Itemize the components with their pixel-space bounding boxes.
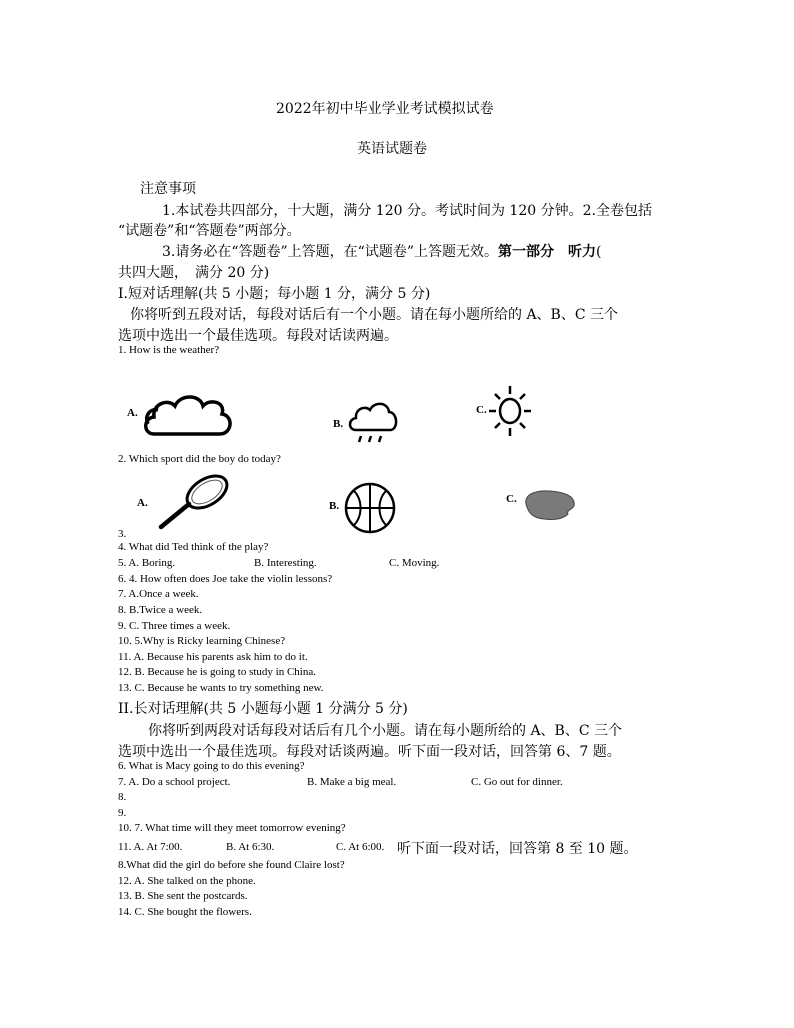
page-subtitle: 英语试题卷	[357, 141, 427, 157]
line-3: 3.	[118, 528, 127, 540]
q1-option-c-label: C.	[476, 404, 487, 416]
rain-cloud-icon	[346, 398, 401, 446]
question-4: 4. What did Ted think of the play?	[118, 541, 269, 553]
notice-line-1: 1.本试卷共四部分，十大题，满分 120 分。考试时间为 120 分钟。2.全卷包括	[162, 203, 652, 219]
line-8: 8.	[118, 791, 127, 803]
line-9: 9.	[118, 807, 127, 819]
question-2: 2. Which sport did the boy do today?	[118, 453, 281, 465]
s2-q7-option-c: C. At 6:00.	[336, 841, 385, 853]
q2-option-a-label: A.	[137, 497, 148, 509]
s2-question-7: 10. 7. What time will they meet tomorrow evening?	[118, 822, 346, 834]
section-2-title: II.长对话理解(共 5 小题每小题 1 分满分 5 分)	[118, 701, 408, 717]
q5-option-a: 7. A.Once a week.	[118, 588, 199, 600]
section-2-instruction-1: 你将听到两段对话每段对话后有几个小题。请在每小题所给的 A、B、C 三个	[148, 723, 623, 739]
notice-line-2: “试题卷”和“答题卷”两部分。	[118, 223, 301, 239]
q2-option-b-label: B.	[329, 500, 340, 512]
notice-heading: 注意事项	[140, 181, 196, 197]
notice-line-3	[162, 241, 601, 261]
section-1-instruction-2: 选项中选出一个最佳选项。每段对话读两遍。	[118, 328, 398, 344]
s2-q8-option-c: 14. C. She bought the flowers.	[118, 906, 252, 918]
q5-option-b: 8. B.Twice a week.	[118, 604, 203, 616]
section-1-title: I.短对话理解(共 5 小题；每小题 1 分，满分 5 分)	[118, 286, 431, 302]
section-1-instruction-1: 你将听到五段对话，每段对话后有一个小题。请在每小题所给的 A、B、C 三个	[130, 307, 619, 323]
q4-option-c: C. Moving.	[389, 557, 440, 569]
s2-q8-option-b: 13. B. She sent the postcards.	[118, 890, 248, 902]
s2-q6-option-b: B. Make a big meal.	[307, 776, 397, 788]
s2-q6-option-c: C. Go out for dinner.	[471, 776, 563, 788]
tennis-racket-icon	[155, 472, 237, 532]
question-1: 1. How is the weather?	[118, 344, 220, 356]
basketball-icon	[343, 481, 397, 535]
q6-option-b: 12. B. Because he is going to study in China.	[118, 666, 316, 678]
page-title: 2022年初中毕业学业考试模拟试卷	[276, 101, 494, 117]
notice-line-4: 共四大题， 满分 20 分)	[118, 265, 270, 281]
q4-option-a: 5. A. Boring.	[118, 557, 176, 569]
notice-line-3-text: 3.请务必在“答题卷”上答题，在“试题卷”上答题无效。	[162, 244, 498, 260]
ping-pong-paddle-icon	[522, 488, 578, 522]
question-5: 6. 4. How often does Joe take the violin lessons?	[118, 573, 333, 585]
section-2-instruction-2: 选项中选出一个最佳选项。每段对话谈两遍。听下面一段对话，回答第 6、7 题。	[118, 744, 621, 760]
cloud-icon	[140, 388, 235, 444]
q1-option-b-label: B.	[333, 418, 344, 430]
notice-line-3-tail: (	[596, 244, 602, 260]
q6-option-c: 13. C. Because he wants to try something new.	[118, 682, 324, 694]
s2-q7-option-a: 11. A. At 7:00.	[118, 841, 183, 853]
part-one-heading: 第一部分 听力	[498, 244, 596, 260]
q1-option-a-label: A.	[127, 407, 138, 419]
q4-option-b: B. Interesting.	[254, 557, 317, 569]
s2-question-8: 8.What did the girl do before she found Claire lost?	[118, 859, 345, 871]
s2-q7-option-b: B. At 6:30.	[226, 841, 275, 853]
s2-question-6: 6. What is Macy going to do this evening?	[118, 760, 305, 772]
s2-next-dialogue-instruction: 听下面一段对话，回答第 8 至 10 题。	[397, 841, 638, 857]
q2-option-c-label: C.	[506, 493, 517, 505]
q6-option-a: 11. A. Because his parents ask him to do it.	[118, 651, 308, 663]
question-6: 10. 5.Why is Ricky learning Chinese?	[118, 635, 286, 647]
q5-option-c: 9. C. Three times a week.	[118, 620, 231, 632]
s2-q6-option-a: 7. A. Do a school project.	[118, 776, 231, 788]
s2-q8-option-a: 12. A. She talked on the phone.	[118, 875, 256, 887]
sun-icon	[487, 384, 533, 438]
